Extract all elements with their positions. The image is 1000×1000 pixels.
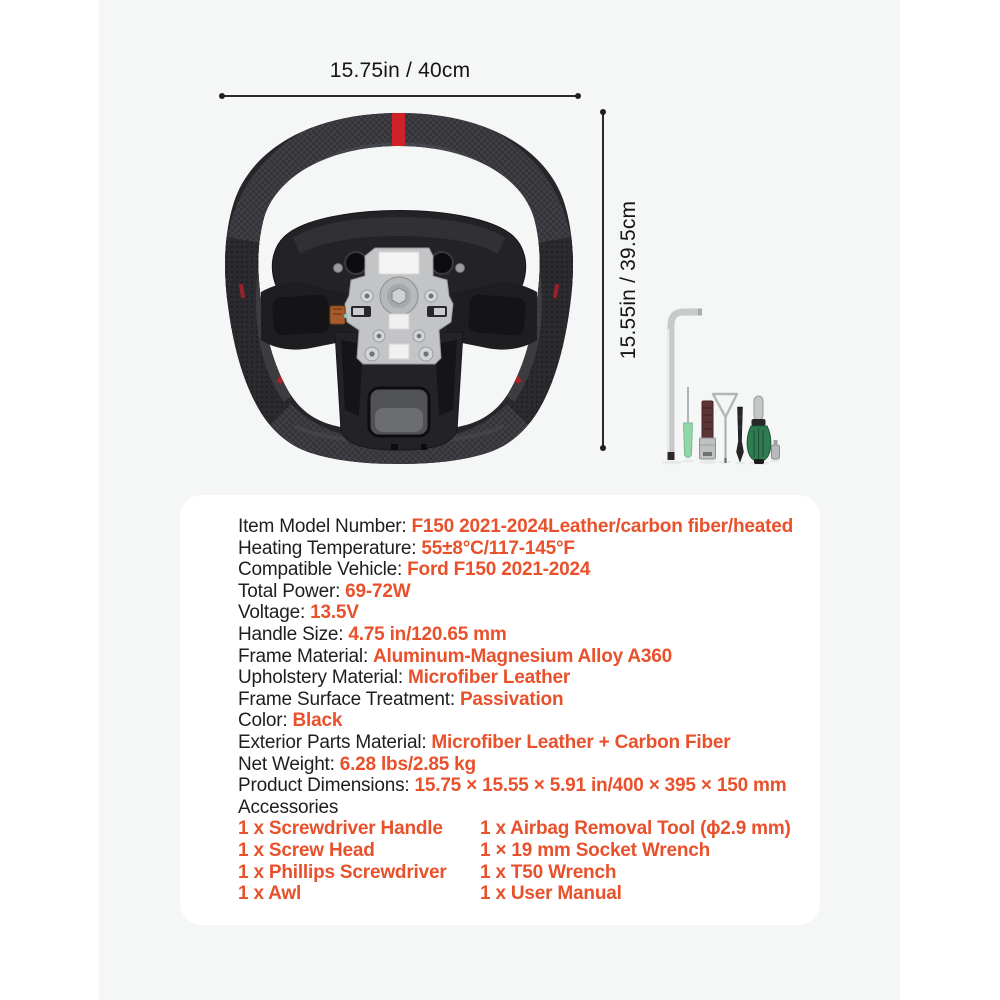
spec-row: Color: Black bbox=[238, 710, 343, 732]
spec-row: Product Dimensions: 15.75 × 15.55 × 5.91 in/400 × 395 × 150 mm bbox=[238, 775, 787, 797]
accessories-title: Accessories bbox=[238, 796, 339, 818]
accessory-item: 1 x User Manual bbox=[480, 883, 622, 905]
driver-bit-icon bbox=[772, 440, 780, 459]
screwdriver-handle-icon bbox=[747, 396, 771, 464]
height-dimension-endpoint-top bbox=[600, 109, 606, 115]
accessory-item: 1 × 19 mm Socket Wrench bbox=[480, 839, 711, 861]
accessory-tools-image bbox=[655, 295, 795, 470]
steering-wheel-image bbox=[195, 100, 595, 475]
spec-row: Upholstery Material: Microfiber Leather bbox=[238, 667, 571, 689]
spec-row: Net Weight: 6.28 lbs/2.85 kg bbox=[238, 753, 476, 775]
width-dimension-endpoint-left bbox=[219, 93, 225, 99]
accessories-list bbox=[238, 818, 800, 904]
spec-row: Compatible Vehicle: Ford F150 2021-2024 bbox=[238, 559, 591, 581]
width-dimension-line bbox=[222, 95, 578, 97]
red-center-stripe bbox=[392, 108, 405, 150]
height-dimension-label: 15.55in / 39.5cm bbox=[617, 200, 640, 360]
airbag-removal-tool-icon bbox=[713, 394, 737, 463]
accessory-item: 1 x Airbag Removal Tool (ϕ2.9 mm) bbox=[480, 818, 791, 840]
accessory-item: 1 x T50 Wrench bbox=[480, 861, 617, 883]
accessory-item: 1 x Phillips Screwdriver bbox=[238, 861, 447, 883]
spec-row: Frame Surface Treatment: Passivation bbox=[238, 688, 564, 710]
spec-row: Frame Material: Aluminum-Magnesium Alloy A360 bbox=[238, 645, 672, 667]
hub-connector bbox=[330, 306, 348, 324]
accessory-item: 1 x Screw Head bbox=[238, 839, 375, 861]
spec-row: Voltage: 13.5V bbox=[238, 602, 359, 624]
spec-row: Heating Temperature: 55±8°C/117-145°F bbox=[238, 537, 575, 559]
spec-row: Total Power: 69-72W bbox=[238, 580, 411, 602]
socket-bit-wrench-icon bbox=[700, 401, 716, 459]
accessory-item: 1 x Awl bbox=[238, 883, 302, 905]
hub-label-sticker bbox=[379, 252, 419, 274]
hub-hex-nut bbox=[392, 288, 406, 304]
spec-row: Handle Size: 4.75 in/120.65 mm bbox=[238, 623, 507, 645]
spec-row: Exterior Parts Material: Microfiber Leather + Carbon Fiber bbox=[238, 731, 731, 753]
height-dimension-line bbox=[602, 112, 604, 448]
height-dimension-endpoint-bottom bbox=[600, 445, 606, 451]
awl-icon bbox=[684, 387, 693, 458]
accessory-item: 1 x Screwdriver Handle bbox=[238, 818, 443, 840]
spec-row: Item Model Number: F150 2021-2024Leather/carbon fiber/heated bbox=[238, 516, 793, 537]
width-dimension-label: 15.75in / 40cm bbox=[329, 59, 471, 82]
spec-panel bbox=[180, 495, 820, 925]
phillips-bit-icon bbox=[737, 407, 744, 462]
width-dimension-endpoint-right bbox=[575, 93, 581, 99]
